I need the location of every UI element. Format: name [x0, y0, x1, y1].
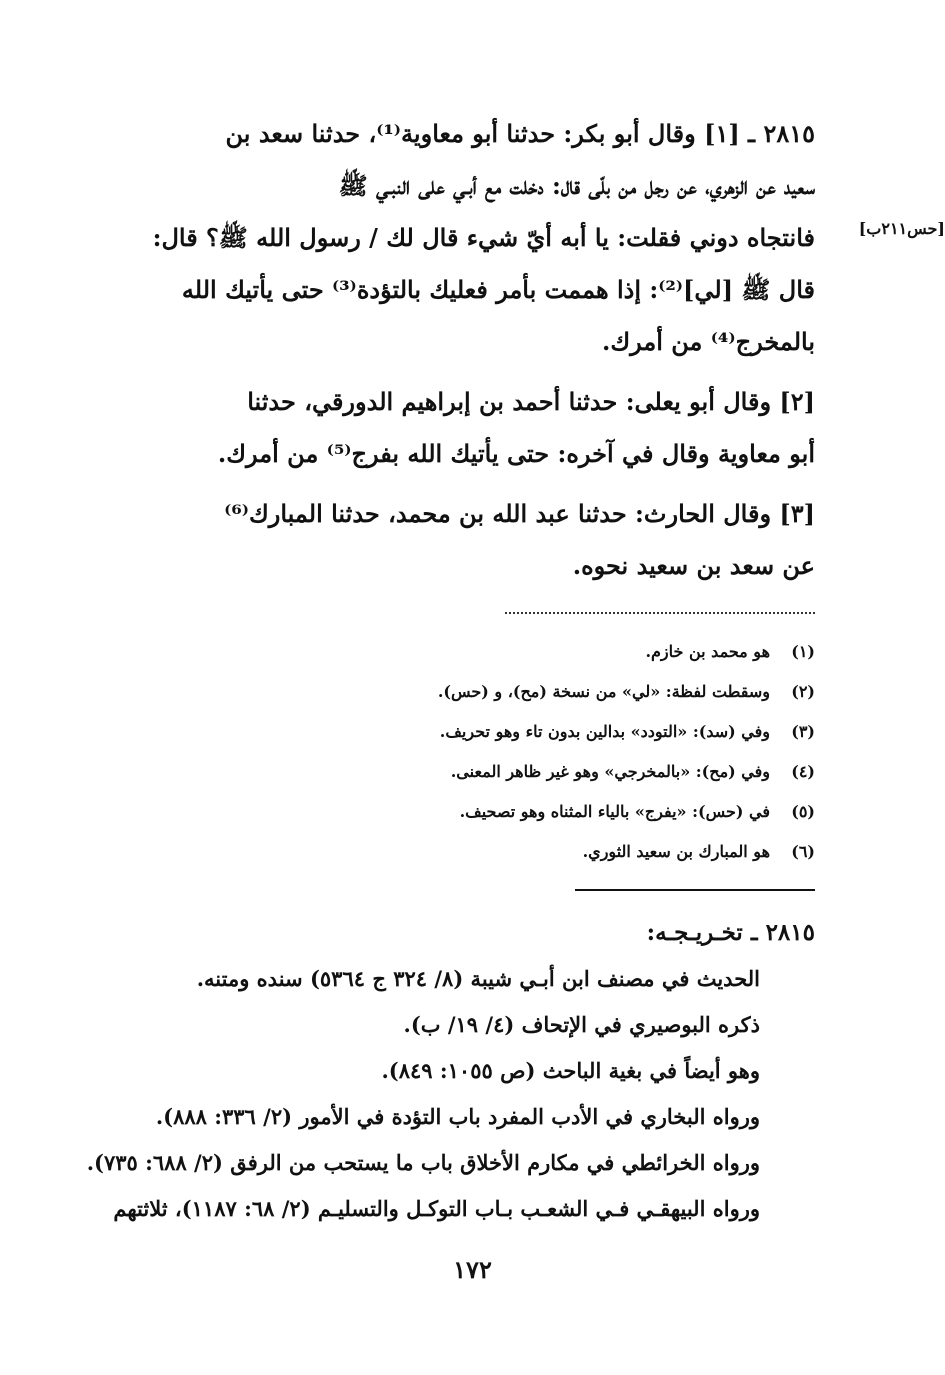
text-line: [٢] وقال أبو يعلى: حدثنا أحمد بن إبراهيم الدورقي، حدثنا — [247, 387, 815, 416]
footnote — [115, 632, 815, 672]
footnote-number: (٦) — [791, 842, 815, 861]
footnote — [115, 832, 815, 872]
text-line: فانتجاه دوني فقلت: يا أبه أيّ شيء قال لك / رسول الله ﷺ؟ قال: — [152, 223, 815, 252]
text-line: بالمخرج⁽⁴⁾ من أمرك. — [602, 327, 815, 356]
hadith-paragraph-2 — [85, 376, 815, 480]
footnotes — [115, 632, 815, 872]
page-number: ١٧٢ — [453, 1255, 492, 1284]
hadith-paragraph-3 — [85, 488, 815, 592]
text-line: ٢٨١٥ ـ [١] وقال أبو بكر: حدثنا أبو معاوية⁽¹⁾، حدثنا سعد بن — [225, 119, 815, 148]
takhrij-section — [85, 910, 815, 1232]
footnote-text: وفي (سد): «التودد» بدالين بدون تاء وهو تحريف. — [439, 722, 770, 741]
section-rule — [575, 889, 815, 891]
footnote-text: هو محمد بن خازم. — [645, 642, 770, 661]
text-line: قال ﷺ [لي]⁽²⁾: إذا هممت بأمر فعليك بالتؤدة⁽³⁾ حتى يأتيك الله — [181, 275, 815, 304]
footnote-number: (١) — [791, 642, 815, 661]
footnote — [115, 792, 815, 832]
footnote-text: هو المبارك بن سعيد الثوري. — [582, 842, 770, 861]
footnote-text: وسقطت لفظة: «لي» من نسخة (مح)، و (حس). — [437, 682, 770, 701]
text-line: [٣] وقال الحارث: حدثنا عبد الله بن محمد، حدثنا المبارك⁽⁶⁾ — [224, 499, 815, 528]
footnote-number: (٥) — [791, 802, 815, 821]
hadith-paragraph-1 — [85, 108, 815, 368]
footnote-text: وفي (مح): «بالمخرجي» وهو غير ظاهر المعنى. — [450, 762, 770, 781]
margin-note: [حس٢١١ب] — [858, 219, 945, 238]
text-line: عن سعد بن سعيد نحوه. — [572, 551, 815, 580]
takhrij-line: ورواه الخرائطي في مكارم الأخلاق باب ما يستحب من الرفق (٢/ ٦٨٨: ٧٣٥). — [86, 1150, 760, 1175]
text-line: أبو معاوية وقال في آخره: حتى يأتيك الله بفرج⁽⁵⁾ من أمرك. — [217, 439, 815, 468]
footnote-text: في (حس): «يفرج» بالياء المثناه وهو تصحيف. — [459, 802, 770, 821]
text-line: سعيد عن الزهري، عن رجل من بلّى قال: دخلت مع أبـي على النبـي ﷺ — [338, 171, 815, 200]
dotted-separator — [505, 612, 815, 614]
takhrij-line: ورواه البخاري في الأدب المفرد باب التؤدة في الأمور (٢/ ٣٣٦: ٨٨٨). — [155, 1104, 760, 1129]
takhrij-line: ذكره البوصيري في الإتحاف (٤/ ١٩/ ب). — [403, 1012, 760, 1037]
footnote-number: (٣) — [791, 722, 815, 741]
footnote — [115, 752, 815, 792]
footnote — [115, 712, 815, 752]
takhrij-line: ورواه البيهقـي فـي الشعـب بـاب التوكـل والتسليـم (٢/ ٦٨: ١١٨٧)، ثلاثتهم — [113, 1196, 760, 1221]
takhrij-line: الحديث في مصنف ابن أبـي شيبة (٨/ ٣٢٤ ج ٥٣٦٤) سنده ومتنه. — [196, 966, 760, 991]
footnote-number: (٤) — [791, 762, 815, 781]
takhrij-line: وهو أيضاً في بغية الباحث (ص ١٠٥٥: ٨٤٩). — [381, 1058, 760, 1083]
main-text — [85, 108, 815, 600]
footnote-number: (٢) — [791, 682, 815, 701]
takhrij-title: ٢٨١٥ ـ تخـريـجـه: — [646, 919, 815, 946]
footnote — [115, 672, 815, 712]
